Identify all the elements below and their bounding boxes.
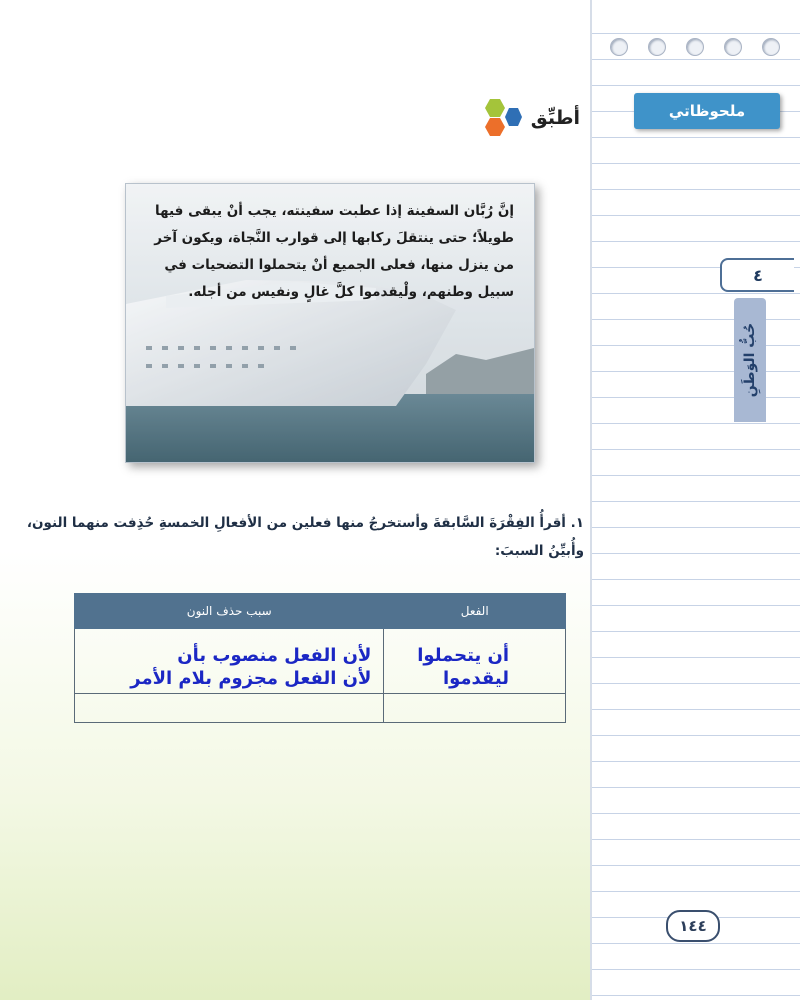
empty-cell	[75, 694, 384, 723]
question-text: ١. أقرأُ الفِقْرَةَ السَّابقةَ وأستخرجُ منها فعلين من الأفعالِ الخمسةِ حُذِفت منهما النون، وأُبيِّنُ السببَ:	[26, 515, 584, 559]
unit-title: حُبُّ الوَطَنِ	[742, 322, 758, 398]
unit-title-strip	[734, 298, 766, 422]
table-row-empty	[75, 694, 566, 723]
empty-cell	[384, 694, 566, 723]
hexagon-cluster-icon	[476, 98, 522, 138]
header-reason: سبب حذف النون	[75, 594, 384, 629]
section-heading	[470, 98, 580, 138]
binder-hole-icon	[610, 38, 628, 56]
row-2-reason: لأن الفعل مجزوم بلام الأمر	[75, 667, 384, 694]
passage-text: إنَّ رُبَّان السفينة إذا عطبت سفينته، يجب أنْ يبقى فيها طويلاً؛ حتى ينتقلَ ركابها إلى قوارب النَّجاة، ويكون آخر من ينزل منها، فعلى الجميع أنْ يتحملوا التضحيات في سبيل وطنهم، ولْيقدموا كلَّ غالٍ ونفيس من أجله.	[154, 203, 514, 300]
row-1-verb: أن يتحملوا	[384, 629, 566, 668]
table-header-row	[75, 594, 566, 629]
table-row	[75, 667, 566, 694]
unit-number: ٤	[720, 258, 794, 292]
table-row	[75, 629, 566, 668]
section-title: أطبِّق	[530, 107, 580, 129]
binder-hole-icon	[686, 38, 704, 56]
row-1-reason: لأن الفعل منصوب بأن	[75, 629, 384, 668]
binder-holes	[610, 38, 800, 56]
notes-label: ملحوظاتي	[634, 93, 780, 129]
binder-hole-icon	[762, 38, 780, 56]
ship-photo	[125, 183, 535, 463]
notes-margin	[590, 0, 800, 1000]
page-number: ١٤٤	[666, 910, 720, 942]
binder-hole-icon	[648, 38, 666, 56]
row-2-verb: ليقدموا	[384, 667, 566, 694]
answer-table	[74, 593, 566, 723]
binder-hole-icon	[724, 38, 742, 56]
header-verb: الفعل	[384, 594, 566, 629]
